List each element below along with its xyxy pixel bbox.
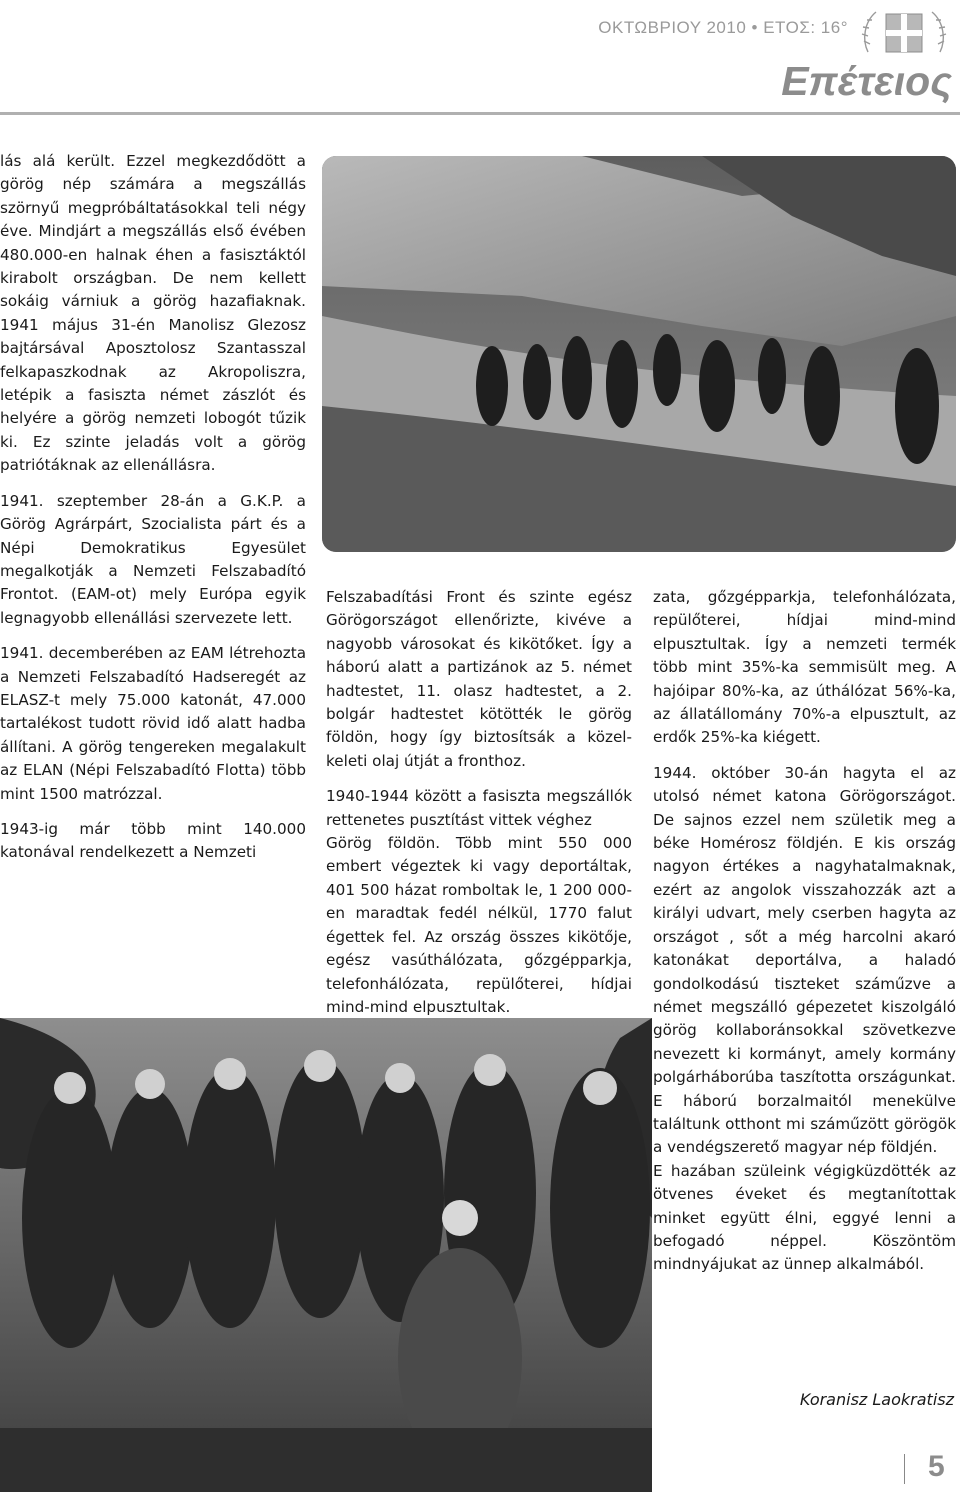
author-signature: Koranisz Laokratisz <box>799 1390 954 1409</box>
paragraph: 1944. október 30-án hagyta el az utolsó német katona Görögországot. De sajnos ezzel nem születik meg a béke Homérosz földjén. E kis ország nagyon értékes a nagyhatalmaknak, ezért az angolok visszahozzák azt a királyi udvart, mely cserben hagyta az országot , sőt a még harcolni akaró katonákat deportálva, a haladó gondolkodású tiszteket száműzve a német megszálló gépezetet kiszolgáló görög kollaboránsokkal szövetkezve nevezett ki kormányt, amely kormány polgárháborúba taszította országunkat. E háború borzalmaitól menekülve találtunk otthont mi száműzött görögök a vendégszerető magyar nép földjén. <box>653 763 956 1157</box>
paragraph: Görög földön. Több mint 550 000 embert végeztek ki vagy deportáltak, 401 500 házat romboltak le, 1 200 000-en maradtak fedél nélkül, 1770 falut égettek fel. Az ország összes kikötője, egész vasúthálózata, gőzgépparkja, telefonhálózata, repülőterei, hídjai mind-mind elpusztultak. <box>326 834 632 1016</box>
paragraph: Felszabadítási Front és szinte egész Görögországot ellenőrizte, kivéve a nagyobb városokat és kikötőket. Így a háború alatt a partizánok az 5. német hadtestet, 11. olasz hadtestet, a 2. bolgár hadtestet kötötték le görög földön, hogy így biztosítsák a közel-keleti olaj útját a fronthoz. <box>326 588 632 770</box>
column-middle <box>326 586 632 1031</box>
section-title: Επέτειος <box>781 58 952 104</box>
paragraph: 1941. szeptember 28-án a G.K.P. a Görög Agrárpárt, Szocialista párt és a Népi Demokratikus Egyesület megalkotják a Nemzeti Felszabadító Frontot. (EAM-ot) mely Európa egyik legnagyobb ellenállási szervezete lett. <box>0 491 306 627</box>
paragraph: 1940-1944 között a fasiszta megszállók rettenetes pusztítást vittek véghez <box>326 787 632 829</box>
paragraph: lás alá került. Ezzel megkezdődött a görög nép számára a megszállás szörnyű megpróbáltatásokkal teli négy éve. Mindjárt a megszállás első évében 480.000-en halnak éhen a fasisztáktól kirabolt országban. De nem kellett sokáig várniuk a görög hazafiaknak. 1941 május 31-én Manolisz Glezosz bajtársával Aposztolosz Szantasszal felkapaszkodnak az Akropoliszra, letépik a fasiszta német zászlót és helyére a görög nemzeti lobogót tűzik ki. Ez szinte jeladás volt a görög patriótáknak az ellenállásra. <box>0 152 306 475</box>
column-left <box>0 150 306 877</box>
page-number-divider <box>904 1454 905 1484</box>
paragraph: zata, gőzgépparkja, telefonhálózata, repülőterei, hídjai mind-mind elpusztultak. Így a nemzeti termék több mint 35%-ka semmisült meg. A hajóipar 80%-ka, az úthálózat 56%-ka, az állatállomány 70%-a elpusztult, az erdők 25%-ka kiégett. <box>653 588 956 747</box>
paragraph: 1943-ig már több mint 140.000 katonával rendelkezett a Nemzeti <box>0 819 306 862</box>
paragraph: 1941. decemberében az EAM létrehozta a Nemzeti Felszabadító Hadseregét az ELASZ-t mely 75.000 katonát, 47.000 tartalékost tudott rövid idő alatt hadba állítani. A görög tengereken megalakult az ELAN (Népi Felszabadító Flotta) több mint 1500 matrózzal. <box>0 644 306 803</box>
photo-partisans-group <box>0 1018 652 1492</box>
column-right <box>653 586 956 1289</box>
page-number: 5 <box>928 1450 945 1483</box>
photo-refugees-valley <box>322 156 956 552</box>
header-rule <box>0 112 960 115</box>
header-date-issue: ΟΚΤΩΒΡΙΟΥ 2010 • ΕΤΟΣ: 16° <box>598 18 848 37</box>
paragraph: E hazában szüleink végigküzdötték az ötvenes éveket és megtanítottak minket együtt élni, eggyé lenni a befogadó néppel. Köszöntöm mindnyájukat az ünnep alkalmából. <box>653 1161 956 1274</box>
greek-emblem-icon <box>858 6 950 60</box>
